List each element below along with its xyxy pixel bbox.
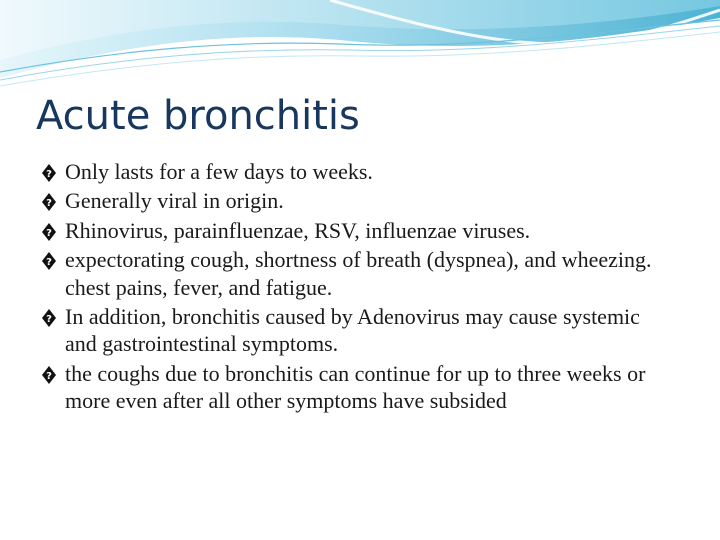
header-wave-decoration — [0, 0, 720, 90]
bullet-item — [36, 360, 676, 415]
bullet-item — [36, 187, 676, 214]
replacement-glyph-icon — [36, 222, 62, 242]
replacement-glyph-icon — [36, 251, 62, 271]
svg-text:?: ? — [46, 314, 52, 326]
bullet-text: Only lasts for a few days to weeks. — [65, 159, 373, 184]
svg-text:?: ? — [46, 227, 52, 239]
slide-title: Acute bronchitis — [36, 93, 360, 139]
bullet-text: the coughs due to bronchitis can continue for up to three weeks or more even after all other symptoms have subsided — [65, 360, 646, 414]
replacement-glyph-icon — [36, 365, 62, 385]
bullet-item — [36, 158, 676, 185]
svg-text:?: ? — [46, 370, 52, 382]
svg-text:?: ? — [46, 169, 52, 180]
bullet-text: In addition, bronchitis caused by Adenovirus may cause systemic and gastrointestinal symptoms. — [65, 304, 640, 357]
replacement-glyph-icon — [36, 308, 62, 328]
replacement-glyph-icon — [36, 163, 62, 183]
bullet-text: Generally viral in origin. — [65, 188, 284, 214]
replacement-glyph-icon — [36, 192, 62, 212]
bullet-text: expectorating cough, shortness of breath (dyspnea), and wheezing. chest pains, fever, and fatigue. — [65, 247, 652, 300]
bullet-item — [36, 246, 676, 301]
bullet-list — [36, 158, 676, 417]
bullet-item — [36, 303, 676, 358]
svg-text:?: ? — [46, 257, 52, 269]
bullet-text: Rhinovirus, parainfluenzae, RSV, influenzae viruses. — [65, 217, 531, 243]
svg-text:?: ? — [46, 198, 52, 210]
bullet-item — [36, 217, 676, 244]
